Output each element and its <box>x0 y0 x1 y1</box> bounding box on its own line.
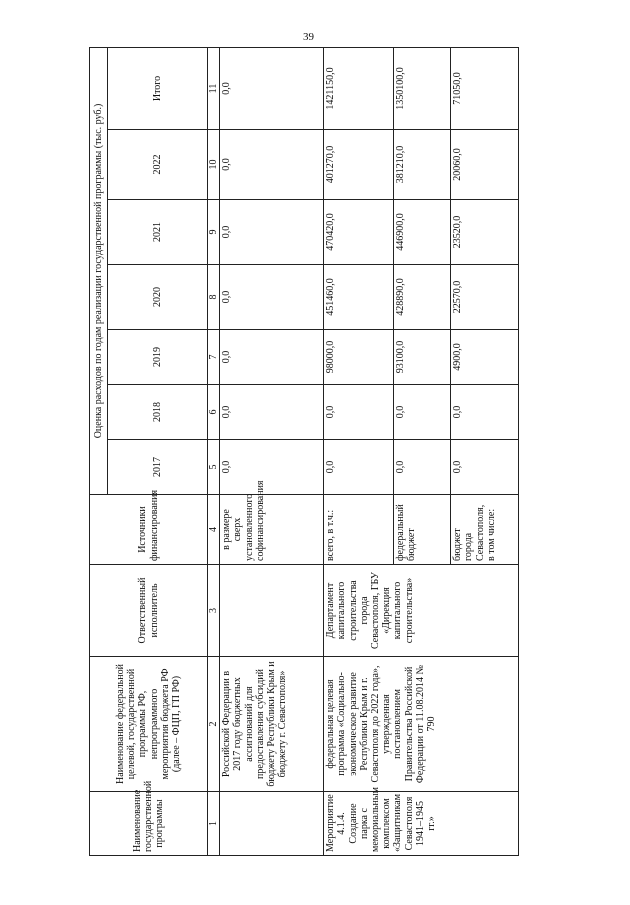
value-2019: 93100,0 <box>394 330 451 385</box>
column-number: 6 <box>208 385 220 440</box>
header-year-2020: 2020 <box>108 265 208 330</box>
header-funding-source: Источники финансирования <box>90 495 208 565</box>
header-expenditure-group: Оценка расходов по годам реализации государственной программы (тыс. руб.) <box>90 47 108 494</box>
value-total: 1350100,0 <box>394 47 451 129</box>
header-total: Итого <box>108 47 208 129</box>
value-total: 71050,0 <box>451 47 519 129</box>
value-2018: 0,0 <box>451 385 519 440</box>
column-number-row <box>208 47 220 855</box>
header-year-2017: 2017 <box>108 440 208 495</box>
value-2020: 0,0 <box>220 265 324 330</box>
value-2022: 381210,0 <box>394 130 451 200</box>
table-row <box>324 47 394 855</box>
value-2021: 470420,0 <box>324 200 394 265</box>
column-number: 10 <box>208 130 220 200</box>
value-total: 1421150,0 <box>324 47 394 129</box>
column-number: 2 <box>208 657 220 792</box>
value-2021: 0,0 <box>220 200 324 265</box>
source-cell: в размере сверх установленного софинансирования <box>220 495 324 565</box>
fcp-cell: федеральная целевая программа «Социально-экономическое развитие Республики Крым и г. Севастополя до 2022 года», утвержденная постановлением Правительства Российской Федерации от 11.08.2014 № 790 <box>324 657 519 792</box>
column-number: 7 <box>208 330 220 385</box>
column-number: 1 <box>208 792 220 856</box>
program-cell <box>220 792 324 856</box>
header-year-2018: 2018 <box>108 385 208 440</box>
fcp-cell: Российской Федерации в 2017 году бюджетных ассигнований для предоставления субсидий бюджету Республики Крым и бюджету г. Севастополя» <box>220 657 324 792</box>
source-cell: федеральный бюджет <box>394 495 451 565</box>
column-number: 4 <box>208 495 220 565</box>
header-program-name: Наименование государственной программы <box>90 792 208 856</box>
value-2017: 0,0 <box>324 440 394 495</box>
expenditure-table-rotated <box>89 48 539 856</box>
header-fcp-name: Наименование федеральной целевой, государственной программы РФ, непрограммного мероприятия бюджета РФ (далее – ФЦП, ГП РФ) <box>90 657 208 792</box>
column-number: 3 <box>208 565 220 657</box>
value-2019: 0,0 <box>220 330 324 385</box>
value-2017: 0,0 <box>220 440 324 495</box>
table-row <box>220 47 324 855</box>
value-2019: 4900,0 <box>451 330 519 385</box>
value-2022: 20060,0 <box>451 130 519 200</box>
value-2017: 0,0 <box>451 440 519 495</box>
executor-cell: Департамент капитального строительства города Севастополя, ГБУ «Дирекция капитального строительства» <box>324 565 519 657</box>
column-number: 11 <box>208 47 220 129</box>
value-2020: 428890,0 <box>394 265 451 330</box>
column-number: 5 <box>208 440 220 495</box>
column-number: 9 <box>208 200 220 265</box>
value-2022: 0,0 <box>220 130 324 200</box>
value-2018: 0,0 <box>324 385 394 440</box>
header-year-2021: 2021 <box>108 200 208 265</box>
value-total: 0,0 <box>220 47 324 129</box>
value-2018: 0,0 <box>220 385 324 440</box>
value-2019: 98000,0 <box>324 330 394 385</box>
source-cell: бюджет города Севастополя, в том числе: <box>451 495 519 565</box>
expenditure-table <box>89 47 519 856</box>
column-number: 8 <box>208 265 220 330</box>
value-2017: 0,0 <box>394 440 451 495</box>
page-number: 39 <box>303 31 314 43</box>
value-2018: 0,0 <box>394 385 451 440</box>
source-cell: всего, в т.ч.: <box>324 495 394 565</box>
program-cell: Мероприятие 4.1.4. Создание парка с мемориальным комплексом «Защитникам Севастополя 1941–1945 гг.» <box>324 792 519 856</box>
executor-cell <box>220 565 324 657</box>
value-2020: 22570,0 <box>451 265 519 330</box>
value-2021: 446900,0 <box>394 200 451 265</box>
value-2021: 23520,0 <box>451 200 519 265</box>
header-year-2022: 2022 <box>108 130 208 200</box>
value-2020: 451460,0 <box>324 265 394 330</box>
value-2022: 401270,0 <box>324 130 394 200</box>
header-year-2019: 2019 <box>108 330 208 385</box>
header-executor: Ответственный исполнитель <box>90 565 208 657</box>
